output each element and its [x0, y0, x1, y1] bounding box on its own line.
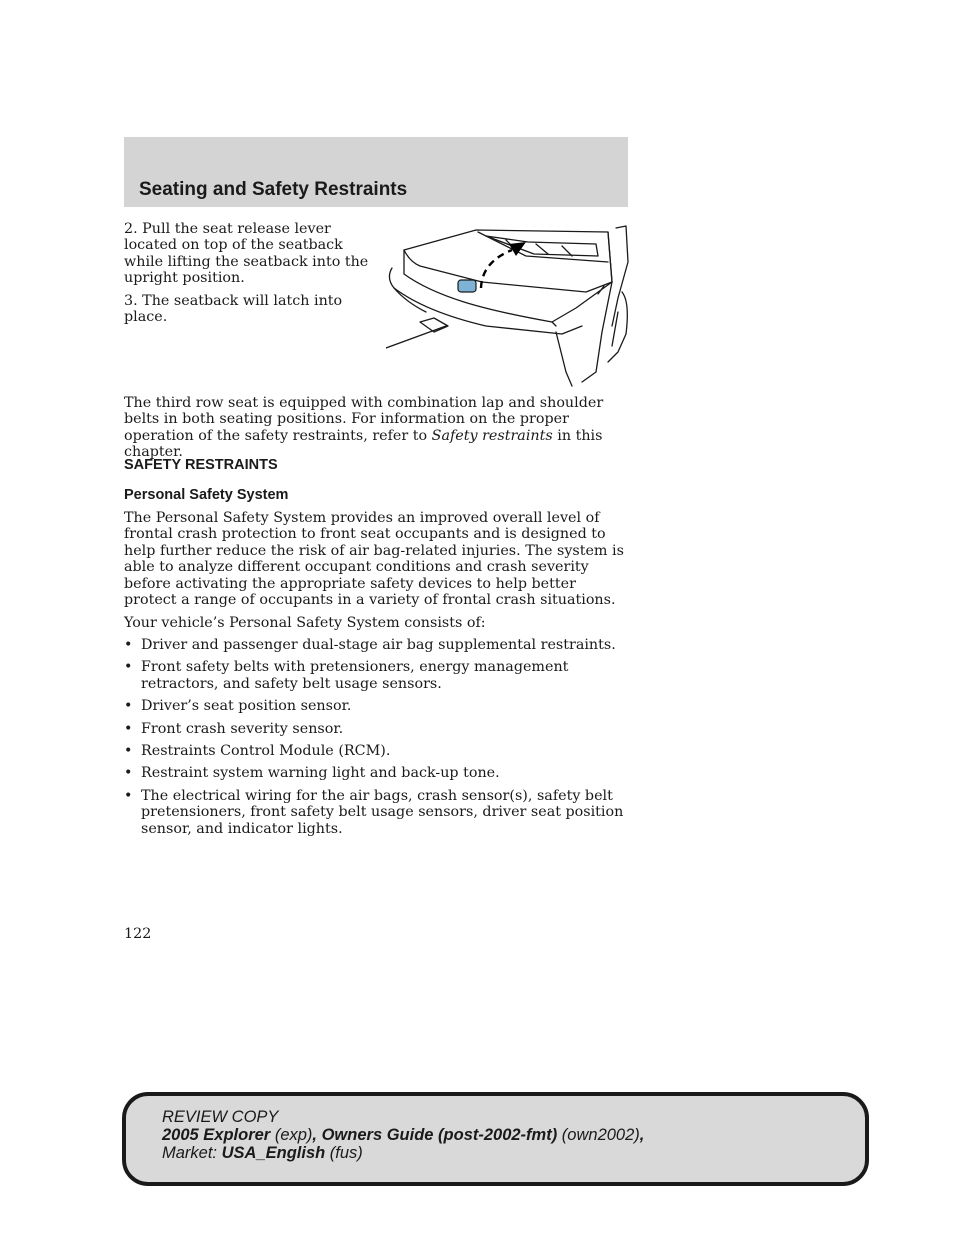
market-code: (fus): [325, 1144, 363, 1162]
review-copy-line3: [162, 1144, 644, 1162]
intro-text-end: in this chapter.: [124, 427, 603, 461]
market-name: USA_English: [221, 1144, 326, 1162]
review-copy-text: [162, 1108, 644, 1162]
guide-code: (own2002): [557, 1126, 640, 1144]
list-item: • Front crash severity sensor.: [124, 720, 344, 737]
list-item: • Restraint system warning light and back-up tone.: [124, 765, 500, 782]
pss-consists-intro: Your vehicle’s Personal Safety System consists of:: [124, 615, 486, 631]
section-header-band: [124, 137, 628, 207]
bullet-icon: •: [124, 787, 133, 804]
review-copy-box: [122, 1092, 869, 1186]
bullet-icon: •: [124, 743, 133, 760]
section-title: Seating and Safety Restraints: [139, 179, 408, 200]
separator: ,: [639, 1126, 645, 1144]
list-item: • Driver and passenger dual-stage air bag supplemental restraints.: [124, 637, 616, 653]
subsection-heading: Personal Safety System: [124, 487, 289, 503]
guide-name: Owners Guide (post-2002-fmt): [321, 1126, 558, 1144]
step-2: 2. Pull the seat release lever located on top of the seatback while lifting the seatback into the upright position.: [124, 221, 369, 287]
vehicle-code: (exp): [270, 1126, 313, 1144]
review-copy-line2: [162, 1126, 644, 1144]
list-item: • Restraints Control Module (RCM).: [124, 743, 391, 760]
step-3: 3. The seatback will latch into place.: [124, 292, 343, 326]
page-number: 122: [124, 926, 152, 942]
bullet-icon: •: [124, 637, 133, 653]
list-item: • The electrical wiring for the air bags, crash sensor(s), safety belt pretensioners, front safety belt usage sensors, driver seat position sensor, and indicator lights.: [124, 787, 624, 837]
bullet-icon: •: [124, 765, 133, 782]
seat-steps: [124, 221, 380, 331]
market-label: Market:: [162, 1144, 222, 1162]
intro-text: The third row seat is equipped with combination lap and shoulder belts in both seating positions. For information on the proper operation of the safety restraints, refer to: [124, 395, 604, 444]
separator: ,: [312, 1126, 322, 1144]
third-row-intro: [124, 395, 628, 461]
pss-description: The Personal Safety System provides an improved overall level of frontal crash protection to front seat occupants and is designed to help further reduce the risk of air bag-related injuries. The system is able to analyze different occupant conditions and crash severity before activating the appropriate safety devices to help better protect a range of occupants in a variety of frontal crash situations.: [124, 510, 624, 609]
pss-component-list: [124, 637, 628, 843]
third-row-seatback-illustration: [386, 222, 630, 388]
review-copy-label: REVIEW COPY: [162, 1108, 279, 1126]
list-item: • Driver’s seat position sensor.: [124, 698, 352, 715]
safety-restraints-reference: Safety restraints: [431, 427, 553, 444]
bullet-icon: •: [124, 720, 133, 737]
list-item: • Front safety belts with pretensioners, energy management retractors, and safety belt usage sensors.: [124, 659, 569, 692]
section-heading: SAFETY RESTRAINTS: [124, 457, 278, 473]
bullet-icon: •: [124, 659, 133, 676]
bullet-icon: •: [124, 698, 133, 715]
vehicle-name: 2005 Explorer: [162, 1126, 271, 1144]
